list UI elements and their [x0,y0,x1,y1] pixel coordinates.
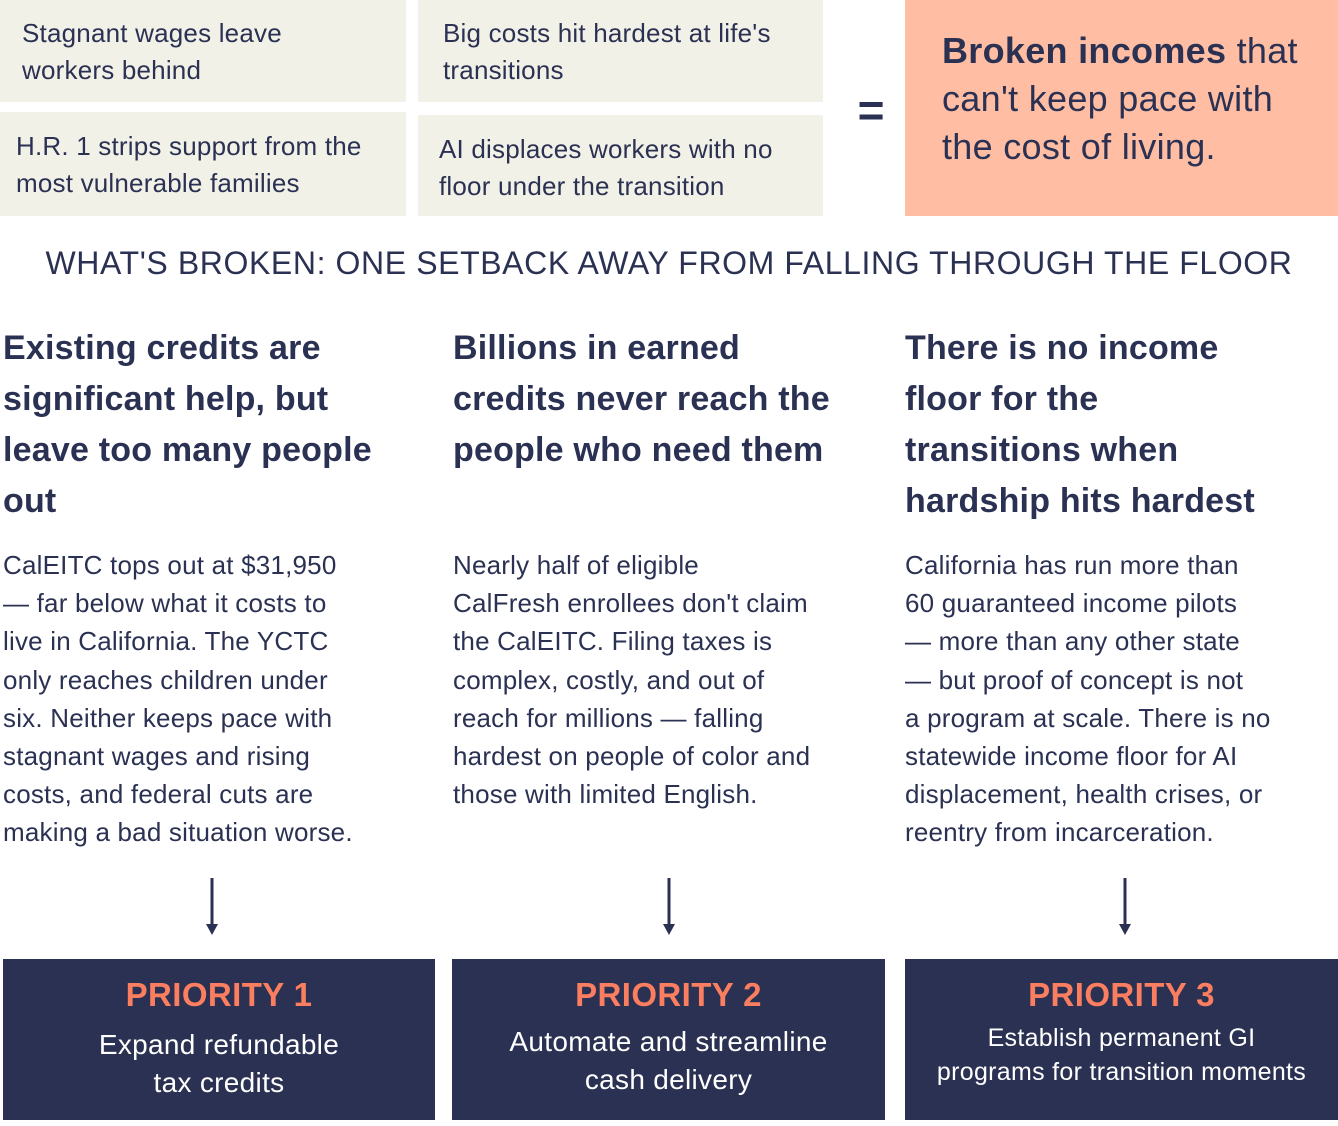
result-rest-text: that [1226,30,1298,71]
body-line: displacement, health crises, or [905,779,1263,810]
priority-desc-line: Expand refundable [98,1029,340,1060]
column-heading-1 [3,323,403,527]
priority-desc-line: cash delivery [584,1064,753,1095]
column-heading-3 [905,323,1315,527]
result-bold-text: Broken incomes [942,30,1227,71]
priority-desc-line: programs for transition moments [936,1058,1307,1086]
heading-line: Billions in earned [453,329,740,367]
cause-text-line: workers behind [22,55,202,85]
cause-text-line: most vulnerable families [16,168,300,198]
priority-desc-line: tax credits [153,1067,285,1098]
body-line: — more than any other state [905,626,1240,657]
column-body-3 [905,546,1315,852]
body-line: complex, costly, and out of [453,664,765,695]
heading-line: transitions when [905,431,1179,469]
priority-description [452,1023,885,1099]
body-line: those with limited English. [453,779,758,810]
cause-text-line: AI displaces workers with no [439,134,773,164]
body-line: 60 guaranteed income pilots [905,588,1238,619]
priority-label: PRIORITY 1 [125,976,313,1013]
column-body-1 [3,546,403,852]
body-line: stagnant wages and rising [3,741,311,772]
priority-label: PRIORITY 3 [1028,976,1215,1013]
body-line: six. Neither keeps pace with [3,702,333,733]
priority-box-2 [452,959,885,1120]
body-line: — far below what it costs to [3,588,327,619]
body-line: only reaches children under [3,664,328,695]
heading-line: out [3,482,57,520]
priority-description [3,1026,435,1102]
body-line: reach for millions — falling [453,702,764,733]
priority-description [905,1021,1338,1089]
heading-line: There is no income [905,329,1219,367]
body-line: costs, and federal cuts are [3,779,314,810]
cause-text-line: floor under the transition [439,171,725,201]
body-line: — but proof of concept is not [905,664,1244,695]
column-heading-2 [453,323,858,476]
body-line: the CalEITC. Filing taxes is [453,626,773,657]
cause-text-line: H.R. 1 strips support from the [16,131,362,161]
cause-text-line: Big costs hit hardest at life's [443,18,771,48]
body-line: reentry from incarceration. [905,817,1214,848]
body-line: statewide income floor for AI [905,741,1238,772]
heading-line: significant help, but [3,380,329,418]
heading-line: Existing credits are [3,329,321,367]
priority-box-3 [905,959,1338,1120]
cause-box-hr1 [0,112,406,216]
cause-text-line: transitions [443,55,564,85]
down-arrow-icon [659,878,679,936]
priority-desc-line: Establish permanent GI [987,1024,1256,1052]
body-line: California has run more than [905,550,1239,580]
equals-sign: = [857,84,885,136]
cause-text-line: Stagnant wages leave [22,18,282,48]
body-line: hardest on people of color and [453,741,811,772]
priority-desc-line: Automate and streamline [509,1026,828,1057]
body-line: CalFresh enrollees don't claim [453,588,808,619]
priority-label: PRIORITY 2 [575,976,762,1013]
cause-box-big-costs [418,0,823,102]
result-line-2: can't keep pace with [942,78,1274,119]
heading-line: floor for the [905,380,1099,418]
body-line: a program at scale. There is no [905,702,1271,733]
column-body-2 [453,546,858,813]
result-line-3: the cost of living. [942,126,1216,167]
cause-box-wages [0,0,406,102]
down-arrow-icon [202,878,222,936]
result-box [905,0,1338,216]
heading-line: people who need them [453,431,824,469]
body-line: Nearly half of eligible [453,550,699,580]
cause-box-ai [418,115,823,216]
heading-line: credits never reach the [453,380,830,418]
heading-line: leave too many people [3,431,372,469]
heading-line: hardship hits hardest [905,482,1255,520]
priority-box-1 [3,959,435,1120]
down-arrow-icon [1115,878,1135,936]
body-line: making a bad situation worse. [3,817,353,848]
body-line: live in California. The YCTC [3,626,329,657]
section-title: WHAT'S BROKEN: ONE SETBACK AWAY FROM FALLING THROUGH THE FLOOR [45,245,1293,281]
body-line: CalEITC tops out at $31,950 [3,550,337,580]
result-line-1 [942,27,1338,75]
